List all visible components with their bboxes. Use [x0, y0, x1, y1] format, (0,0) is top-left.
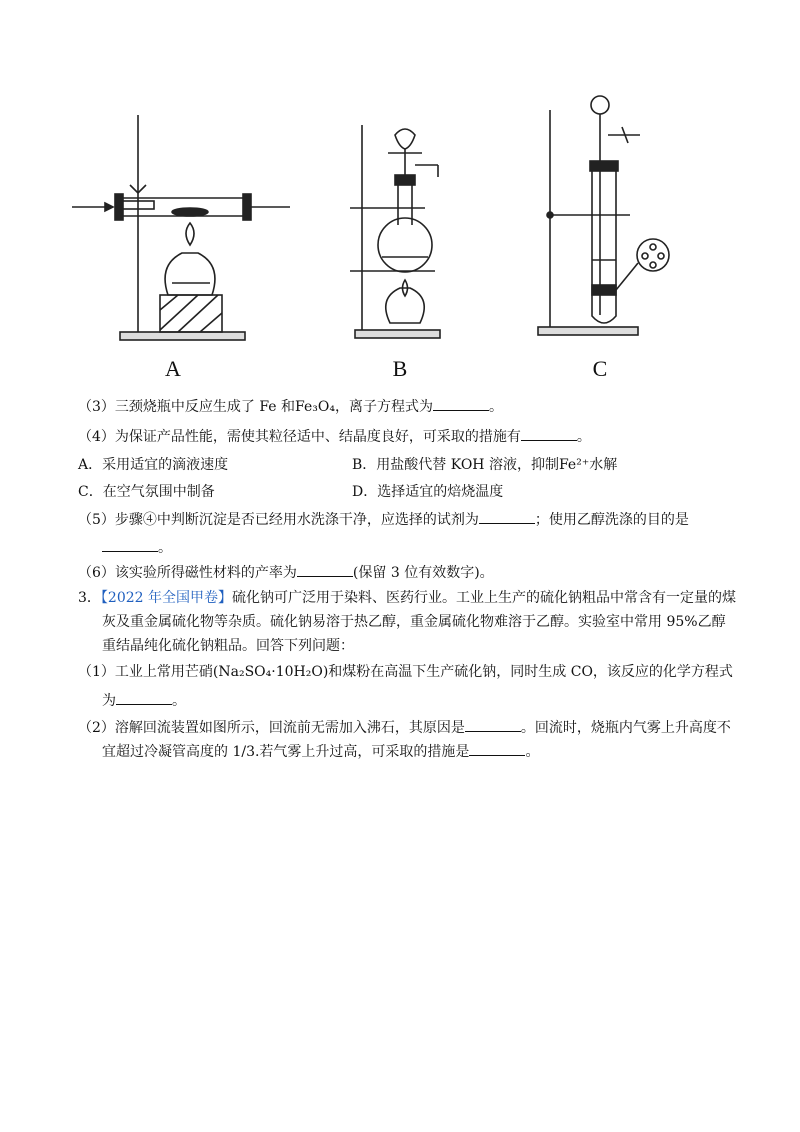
apparatus-a — [72, 115, 290, 340]
answer-blank[interactable] — [116, 690, 172, 705]
option-b: B．用盐酸代替 KOH 溶液，抑制Fe²⁺水解 — [352, 457, 618, 473]
apparatus-figure — [60, 95, 750, 385]
answer-blank[interactable] — [521, 426, 577, 441]
question-5: （5）步骤④中判断沉淀是否已经用水洗涤干净，应选择的试剂为 ；使用乙醇洗涤的目的是 — [78, 509, 689, 530]
apparatus-c — [538, 96, 669, 335]
problem-3-line3: 重结晶纯化硫化钠粗品。回答下列问题： — [102, 638, 354, 654]
answer-blank[interactable] — [433, 396, 489, 411]
apparatus-drawing — [60, 95, 750, 385]
answer-blank[interactable] — [479, 509, 535, 524]
subq-1-cont: 为 。 — [102, 690, 186, 711]
label-a: A — [165, 356, 181, 381]
source-tag: 【2022 年全国甲卷】 — [100, 590, 233, 606]
formula-mirabilite: Na₂SO₄·10H₂O — [218, 664, 323, 680]
answer-blank[interactable] — [297, 562, 353, 577]
question-3: （3）三颈烧瓶中反应生成了 Fe 和Fe₃O₄，离子方程式为 。 — [78, 396, 503, 417]
problem-3-line2: 灰及重金属硫化物等杂质。硫化钠易溶于热乙醇，重金属硫化物难溶于乙醇。实验室中常用 95%乙醇 — [102, 614, 726, 630]
problem-3-line1: 3．【2022 年全国甲卷】硫化钠可广泛用于染料、医药行业。工业上生产的硫化钠粗品中常含有一定量的煤 — [78, 590, 737, 606]
option-c: C．在空气氛围中制备 — [78, 484, 215, 500]
formula-fe3o4: Fe₃O₄ — [295, 399, 335, 415]
apparatus-b — [350, 125, 440, 338]
subq-1: （1）工业上常用芒硝(Na₂SO₄·10H₂O)和煤粉在高温下生产硫化钠，同时生成 CO，该反应的化学方程式 — [78, 664, 733, 680]
answer-blank[interactable] — [465, 717, 521, 732]
answer-blank[interactable] — [102, 537, 158, 552]
subq-2: （2）溶解回流装置如图所示，回流前无需加入沸石，其原因是 。回流时，烧瓶内气雾上升高度不 — [78, 717, 731, 738]
option-d: D．选择适宜的焙烧温度 — [352, 484, 504, 500]
label-c: C — [592, 356, 608, 381]
subq-2-cont: 宜超过冷凝管高度的 1/3.若气雾上升过高，可采取的措施是 。 — [102, 741, 539, 762]
problem-number: 3． — [78, 590, 101, 606]
question-6: （6）该实验所得磁性材料的产率为 (保留 3 位有效数字)。 — [78, 562, 494, 583]
answer-blank[interactable] — [469, 741, 525, 756]
question-4: （4）为保证产品性能，需使其粒径适中、结晶度良好，可采取的措施有 。 — [78, 426, 591, 447]
option-a: A．采用适宜的滴液速度 — [78, 457, 229, 473]
ion-fe2plus: Fe²⁺ — [558, 457, 590, 473]
label-b: B — [392, 356, 408, 381]
question-5-cont: 。 — [102, 537, 172, 558]
